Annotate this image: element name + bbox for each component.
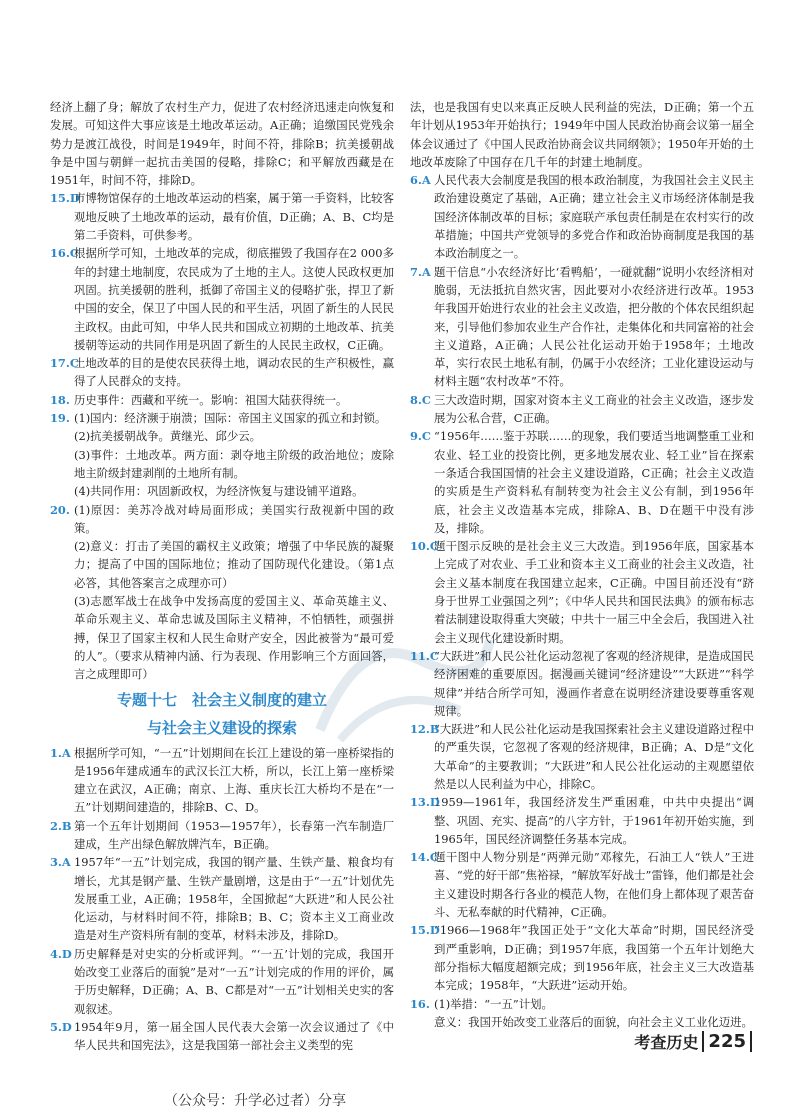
answer-text: 历史解释是对史实的分析或评判。“‘一五’计划的完成，我国开始改变工业落后的面貌”是对“一五”计划完成的作用的评价，属于历史解释，D正确；A、B、C都是对“一五”计划相关史实的客观叙述。 — [74, 946, 394, 1016]
answer-text: 人民代表大会制度是我国的根本政治制度，为我国社会主义民主政治建设奠定了基础，A正确；建立社会主义市场经济体制是我国经济体制改革的目标；家庭联产承包责任制是在农村实行的改革措施；中国共产党领导的多党合作和政治协商制度是我国的基本政治制度之一。 — [434, 173, 754, 261]
answer-text: 市博物馆保存的土地改革运动的档案，属于第一手资料，比较客观地反映了土地改革的运动，最有价值，D正确；A、B、C均是第二手资料，可供参考。 — [74, 191, 394, 243]
answer-item — [50, 354, 394, 391]
answer-number: 3.A — [50, 855, 71, 870]
answer-item — [50, 1018, 394, 1055]
answer-text: 根据所学可知，“一五”计划期间在长江上建设的第一座桥梁指的是1956年建成通车的武汉长江大桥，所以，长江上第一座桥梁建立在武汉，A正确；南京、上海、重庆长江大桥均不是在“一五”计划期间建造的，排除B、C、D。 — [74, 745, 394, 815]
answer-text: 三大改造时期，国家对资本主义工商业的社会主义改造，逐步发展为公私合营，C正确。 — [434, 392, 754, 426]
answer-text: “大跃进”和人民公社化运动是我国探索社会主义建设道路过程中的严重失误，它忽视了客观的经济规律，B正确；A、D是“文化大革命”的主要教训；“大跃进”和人民公社化运动的主观愿望依然是以人民利益为中心，排除C。 — [434, 722, 754, 791]
answer-continuation: 经济上翻了身；解放了农村生产力，促进了农村经济迅速走向恢复和发展。可知这件大事应该是土地改革运动。A正确；追缴国民党残余势力是渡江战役，时间是1949年，时间不符，排除B；抗美援朝战争是中国与朝鲜一起抗击美国的侵略，排除C；和平解放西藏是在1951年，时间不符，排除D。 — [50, 100, 394, 188]
answer-item — [50, 945, 394, 1018]
answer-item — [50, 391, 394, 409]
answer-number: 8.C — [410, 392, 431, 407]
answer-number: 2.B — [50, 818, 72, 833]
answer-number: 11.C — [410, 648, 439, 663]
answer-number: 1.A — [50, 745, 71, 760]
answer-text: 题干图示反映的是社会主义三大改造。到1956年底，国家基本上完成了对农业、手工业和资本主义工商业的社会主义改造，社会主义基本制度在我国建立起来，C正确。中国目前还没有“跻身于世界工业强国之列”；《中华人民共和国民法典》的颁布标志着法制建设取得重大突破；中共十一届三中全会后，我国进入社会主义现代化建设新时期。 — [434, 539, 754, 645]
answer-item — [410, 647, 754, 720]
answer-text: 根据所学可知，土地改革的完成，彻底摧毁了我国存在2 000多年的封建土地制度，农民成为了土地的主人。这使人民政权更加巩固。抗美援朝的胜利，抵御了帝国主义的侵略扩张，捍卫了新中国的安全，保卫了中国人民的和平生活，巩固了新生的人民民主政权。由此可知，中华人民共和国成立初期的土地改革、抗美援朝等运动的共同作用是巩固了新生的人民民主政权，C正确。 — [74, 246, 394, 352]
right-column — [410, 98, 754, 1031]
answer-subpart: 意义：我国开始改变工业落后的面貌，向社会主义工业化迈进。 — [434, 1014, 753, 1029]
answer-item — [410, 537, 754, 647]
answer-item — [410, 848, 754, 921]
answer-number: 4.D — [50, 946, 72, 961]
answer-item — [50, 244, 394, 354]
answer-item — [410, 391, 754, 428]
answer-item — [50, 744, 394, 817]
answer-item — [50, 501, 394, 538]
section-title: 专题十七 社会主义制度的建立 — [116, 690, 327, 709]
answer-text: 1954年9月，第一届全国人民代表大会第一次会议通过了《中华人民共和国宪法》，这是我国第一部社会主义类型的宪 — [74, 1019, 394, 1053]
answer-text: (1)举措：“一五”计划。 — [434, 996, 553, 1011]
answer-item — [410, 995, 754, 1013]
page-footer — [634, 1030, 752, 1053]
answer-item — [50, 853, 394, 944]
answer-subpart: (4)共同作用：巩固新政权，为经济恢复与建设铺平道路。 — [74, 484, 364, 499]
answer-text: “大跃进”和人民公社化运动忽视了客观的经济规律，是造成国民经济困难的重要原因。据漫画关键词“经济建设”“大跃进”“科学规律”并结合所学可知，漫画作者意在说明经济建设要尊重客观规律。 — [434, 648, 754, 718]
answer-number: 16.C — [50, 246, 79, 261]
answer-item — [410, 921, 754, 994]
answer-text: 题干图中人物分别是“两弹元勋”邓稼先，石油工人“铁人”王进喜、“党的好干部”焦裕禄，“解放军好战士”雷锋，他们都是社会主义建设时期各行各业的模范人物，在他们身上都体现了艰苦奋斗、无私奉献的时代精神，C正确。 — [434, 850, 754, 920]
share-note: （公众号：升学必过者）分享 — [164, 1093, 346, 1109]
answer-item — [50, 409, 394, 427]
footer-label: 考查历史 — [634, 1033, 699, 1052]
answer-number: 12.B — [410, 722, 440, 737]
answer-text: 第一个五年计划期间（1953—1957年），长春第一汽车制造厂建成，生产出绿色解放牌汽车，B正确。 — [74, 818, 394, 851]
answer-number: 15.D — [410, 923, 440, 938]
answer-number: 9.C — [410, 429, 431, 444]
answer-number: 16. — [410, 996, 430, 1011]
answer-item — [410, 427, 754, 537]
answer-text: 题干信息“小农经济好比‘看鸭船’，一碰就翻”说明小农经济相对脆弱，无法抵抗自然灾害，因此要对小农经济进行改革。1953年我国开始进行农业的社会主义改造，把分散的个体农民组织起来，引导他们参加农业生产合作社，走集体化和共同富裕的社会主义道路，A正确；人民公社化运动开始于1958年；土地改革，实行农民土地私有制，仍属于小农经济；工业化建设运动与材料主题“农村改革”不符。 — [434, 264, 754, 389]
left-column — [50, 98, 394, 1055]
answer-text: “1956年……鉴于苏联……的现象，我们要适当地调整重工业和农业、轻工业的投资比例，更多地发展农业、轻工业”旨在探索一条适合我国国情的社会主义建设道路，C正确；社会主义改造的实质是生产资料私有制转变为社会主义公有制，到1956年底，社会主义改造基本完成，排除A、B、D在题干中没有涉及，排除。 — [434, 429, 754, 535]
answer-text: 土地改革的目的是使农民获得土地，调动农民的生产积极性，赢得了人民群众的支持。 — [74, 356, 394, 389]
answer-number: 17.C — [50, 356, 79, 371]
answer-continuation: 法，也是我国有史以来真正反映人民利益的宪法，D正确；第一个五年计划从1953年开始执行；1949年中国人民政治协商会议第一届全体会议通过了《中国人民政治协商会议共同纲领》；1950年开始的土地改革废除了中国存在几千年的封建土地制度。 — [410, 100, 754, 169]
answer-number: 18. — [50, 392, 70, 407]
answer-number: 15.D — [50, 191, 80, 206]
answer-text: (1)原因：美苏冷战对峙局面形成；美国实行敌视新中国的政策。 — [74, 502, 394, 535]
answer-item — [410, 263, 754, 391]
page-number: 225 — [702, 1031, 752, 1052]
section-title: 与社会主义建设的探索 — [146, 718, 297, 737]
answer-text: (1)国内：经济濒于崩溃；国际：帝国主义国家的孤立和封锁。 — [74, 411, 387, 426]
answer-subpart: (2)意义：打击了美国的霸权主义政策；增强了中华民族的凝聚力；提高了中国的国际地位；推动了国防现代化建设。（第1点必答，其他答案言之成理亦可） — [74, 539, 394, 590]
answer-number: 14.C — [410, 850, 439, 865]
answer-text: 1957年“一五”计划完成，我国的钢产量、生铁产量、粮食均有增长，尤其是钢产量、生铁产量剧增，这是由于“一五”计划优先发展重工业，A正确；1958年，全国掀起“大跃进”和人民公社化运动，与材料时间不符，排除B；B、C；资本主义工商业改造是对生产资料所有制的变革，材料未涉及，排除D。 — [74, 855, 394, 943]
answer-item — [50, 817, 394, 854]
answer-subpart: (3)事件：土地改革。两方面：剥夺地主阶级的政治地位；废除地主阶级封建剥削的土地所有制。 — [74, 447, 394, 480]
answer-number: 10.C — [410, 539, 439, 554]
answer-item — [50, 189, 394, 244]
answer-number: 6.A — [410, 173, 431, 188]
answer-item — [410, 720, 754, 793]
answer-number: 19. — [50, 411, 70, 426]
answer-text: 历史事件：西藏和平统一。影响：祖国大陆获得统一。 — [74, 392, 348, 407]
answer-item — [410, 171, 754, 262]
answer-number: 5.D — [50, 1019, 72, 1034]
answer-subpart: (2)抗美援朝战争。黄继光、邱少云。 — [74, 429, 261, 444]
answer-text: “1966—1968年”我国正处于“文化大革命”时期，国民经济受到严重影响，D正确；到1957年底，我国第一个五年计划绝大部分指标大幅度超额完成；到1956年底，社会主义三大改造基本完成；1958年，“大跃进”运动开始。 — [434, 923, 754, 993]
answer-number: 7.A — [410, 264, 431, 279]
answer-text: 1959—1961年，我国经济发生严重困难，中共中央提出“调整、巩固、充实、提高”的八字方针，于1961年初开始实施，到1965年，国民经济调整任务基本完成。 — [434, 795, 754, 846]
answer-number: 13.D — [410, 795, 440, 810]
answer-item — [410, 793, 754, 848]
answer-subpart: (3)志愿军战士在战争中发扬高度的爱国主义、革命英雄主义、革命乐观主义、革命忠诚及国际主义精神，不怕牺牲，顽强拼搏，保卫了国家主权和人民生命财产安全，因此被誉为“最可爱的人”。（要求从精神内涵、行为表现、作用影响三个方面回答，言之成理即可） — [74, 594, 394, 682]
answer-number: 20. — [50, 502, 70, 517]
